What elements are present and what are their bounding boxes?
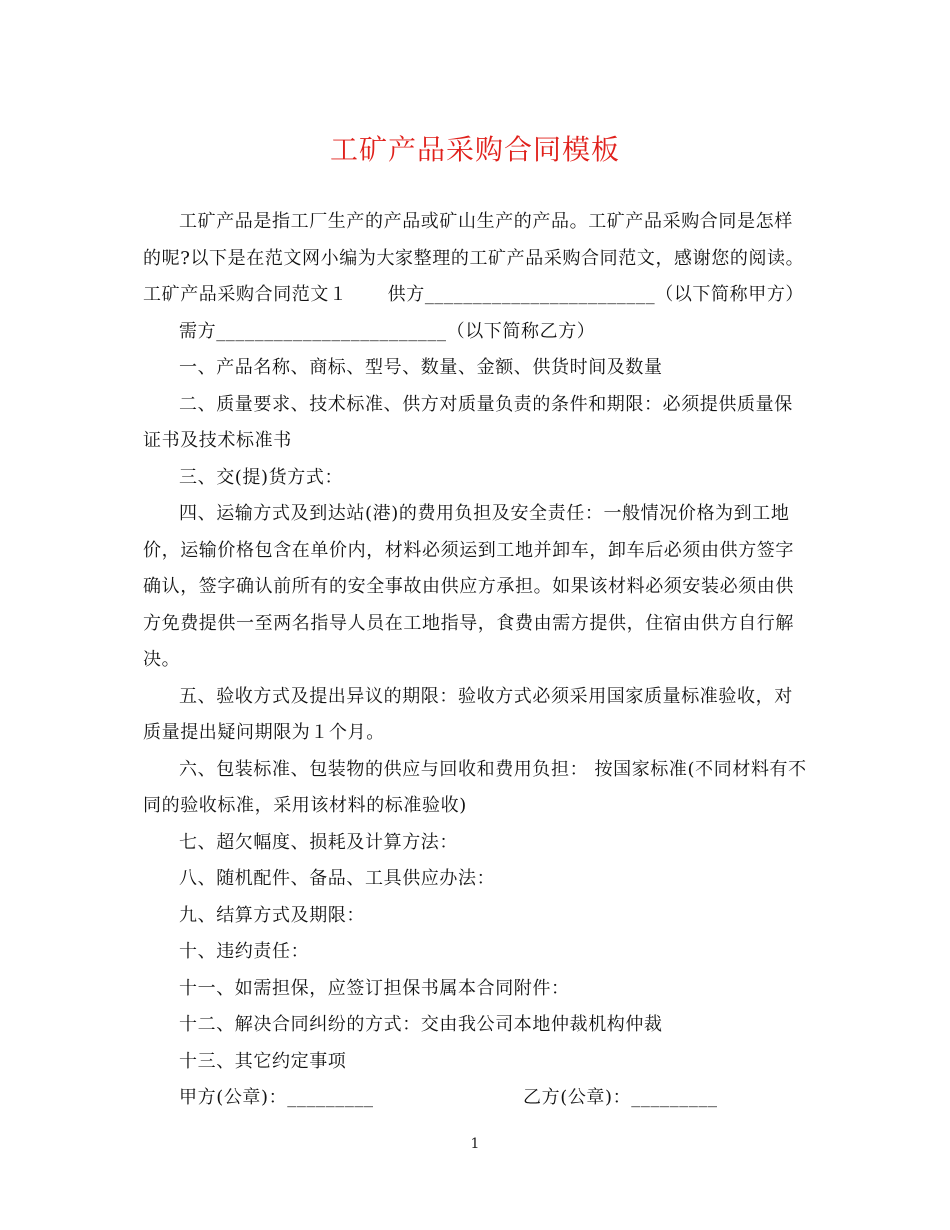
supplier-label: 供方: [387, 284, 425, 305]
buyer-label: 需方: [179, 320, 217, 342]
clause-2: 二、质量要求、技术标准、供方对质量负责的条件和期限：必须提供质量保证书及技术标准书: [143, 393, 793, 451]
clause-10: 十、违约责任：: [179, 941, 310, 962]
document-body: [143, 204, 809, 1117]
clause-5: 五、验收方式及提出异议的期限：验收方式必须采用国家质量标准验收，对质量提出疑问期限为１个月。: [143, 685, 793, 743]
clause-1: 一、产品名称、商标、型号、数量、金额、供货时间及数量: [179, 357, 663, 378]
buyer-blank: ________________________: [216, 320, 447, 342]
clause-7: 七、超欠幅度、损耗及计算方法：: [179, 831, 458, 853]
clause-4: 四、运输方式及到达站(港)的费用负担及安全责任：一般情况价格为到工地价，运输价格包含在单价内，材料必须运到工地并卸车，卸车后必须由供方签字确认，签字确认前所有的安全事故由供应方承担。如果该材料必须安装必须由供方免费提供一至两名指导人员在工地指导，食费由需方提供，住宿由供方自行解决。: [143, 503, 794, 670]
supplier-suffix: （以下简称甲方）: [655, 284, 805, 305]
intro-paragraph: 工矿产品是指工厂生产的产品或矿山生产的产品。工矿产品采购合同是怎样的呢?以下是在范文网小编为大家整理的工矿产品采购合同范文，感谢您的阅读。: [143, 211, 805, 269]
clause-9: 九、结算方式及期限：: [179, 904, 365, 926]
clause-3: 三、交(提)货方式：: [179, 466, 344, 488]
buyer-suffix: （以下简称乙方）: [446, 320, 596, 342]
clause-6: 六、包装标准、包装物的供应与回收和费用负担： 按国家标准(不同材料有不同的验收标准，采用该材料的标准验收): [143, 758, 807, 816]
page-number: 1: [470, 1136, 480, 1152]
clause-8: 八、随机配件、备品、工具供应办法：: [179, 868, 496, 889]
party-b-seal: 乙方(公章)：_________: [523, 1087, 718, 1108]
supplier-line: [143, 277, 809, 314]
clause-12: 十二、解决合同纠纷的方式：交由我公司本地仲裁机构仲裁: [179, 1014, 663, 1035]
clause-11: 十一、如需担保，应签订担保书属本合同附件：: [179, 977, 570, 999]
supplier-blank: ________________________: [424, 284, 656, 305]
clause-13: 十三、其它约定事项: [179, 1050, 347, 1072]
sample-label: 工矿产品采购合同范文１: [143, 284, 348, 305]
buyer-line: [143, 314, 809, 351]
signature-row: [143, 1080, 809, 1117]
document-title: 工矿产品采购合同模板: [329, 133, 620, 166]
party-a-seal: 甲方(公章)：_________: [179, 1087, 374, 1108]
